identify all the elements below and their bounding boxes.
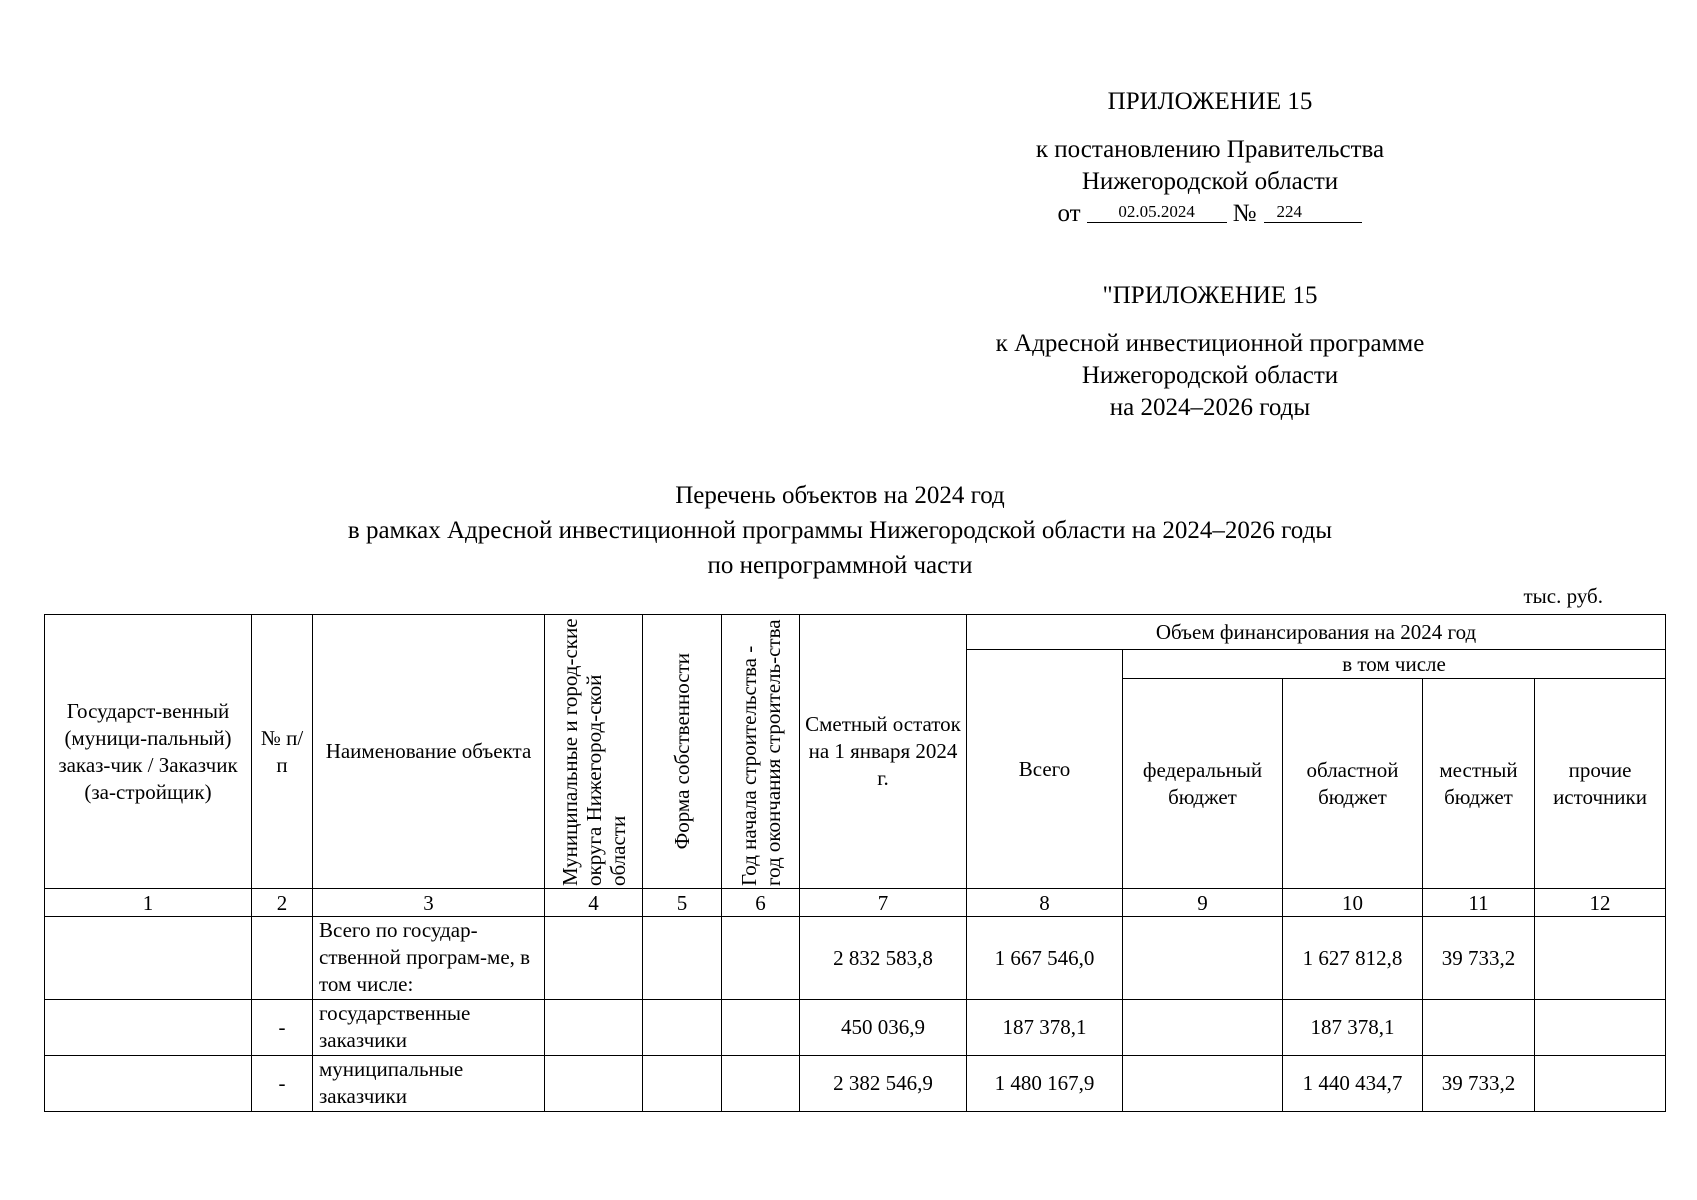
cell-years [722, 917, 800, 1000]
header-name: Наименование объекта [313, 615, 545, 889]
cell-federal [1123, 1056, 1283, 1112]
number-sign: № [1232, 200, 1257, 227]
document-title [100, 478, 1580, 583]
cell-ownership [643, 917, 722, 1000]
annex-line-3: на 2024–2026 годы [1109, 394, 1311, 421]
column-number: 7 [800, 889, 967, 917]
cell-federal [1123, 917, 1283, 1000]
header-federal: федеральный бюджет [1123, 679, 1283, 889]
title-line-1: Перечень объектов на 2024 год [675, 482, 1005, 509]
approval-date-line [1058, 198, 1363, 230]
cell-ownership [643, 1000, 722, 1056]
table-row [45, 1056, 1666, 1112]
column-number: 6 [722, 889, 800, 917]
header-municipality [545, 615, 643, 889]
cell-other [1535, 1000, 1666, 1056]
cell-other [1535, 917, 1666, 1000]
approval-date: 02.05.2024 [1087, 202, 1227, 223]
annex-block [960, 280, 1460, 424]
column-number: 5 [643, 889, 722, 917]
column-number: 11 [1423, 889, 1535, 917]
column-number: 3 [313, 889, 545, 917]
header-including: в том числе [1123, 650, 1666, 679]
approval-heading: ПРИЛОЖЕНИЕ 15 [1107, 88, 1313, 115]
column-number: 1 [45, 889, 252, 917]
cell-total: 1 480 167,9 [967, 1056, 1123, 1112]
cell-customer [45, 917, 252, 1000]
header-local: местный бюджет [1423, 679, 1535, 889]
cell-customer [45, 1056, 252, 1112]
cell-balance: 2 832 583,8 [800, 917, 967, 1000]
column-number-row [45, 889, 1666, 917]
cell-federal [1123, 1000, 1283, 1056]
approval-line-2: Нижегородской области [1081, 168, 1339, 195]
cell-customer [45, 1000, 252, 1056]
column-number: 10 [1283, 889, 1423, 917]
header-ownership [643, 615, 722, 889]
column-number: 2 [252, 889, 313, 917]
header-other: прочие источники [1535, 679, 1666, 889]
header-num: № п/п [252, 615, 313, 889]
cell-local: 39 733,2 [1423, 1056, 1535, 1112]
cell-years [722, 1056, 800, 1112]
annex-line-2: Нижегородской области [1081, 362, 1339, 389]
table-row [45, 1000, 1666, 1056]
cell-municipality [545, 1000, 643, 1056]
header-balance: Сметный остаток на 1 января 2024 г. [800, 615, 967, 889]
header-ownership-text: Форма собственности [670, 653, 694, 850]
cell-municipality [545, 917, 643, 1000]
approval-line-1: к постановлению Правительства [1035, 136, 1385, 163]
cell-other [1535, 1056, 1666, 1112]
objects-table [44, 614, 1666, 1112]
cell-total: 187 378,1 [967, 1000, 1123, 1056]
cell-name: государственные заказчики [313, 1000, 545, 1056]
column-number: 4 [545, 889, 643, 917]
column-number: 8 [967, 889, 1123, 917]
cell-name: Всего по государ-ственной програм-ме, в том числе: [313, 917, 545, 1000]
header-row-1 [45, 615, 1666, 650]
title-line-2: в рамках Адресной инвестиционной программы Нижегородской области на 2024–2026 годы [347, 517, 1333, 544]
cell-ownership [643, 1056, 722, 1112]
header-years-text: Год начала строительства - год окончания строитель-ства [736, 618, 785, 886]
cell-total: 1 667 546,0 [967, 917, 1123, 1000]
cell-regional: 187 378,1 [1283, 1000, 1423, 1056]
column-number: 9 [1123, 889, 1283, 917]
approval-block [960, 86, 1460, 230]
cell-num: - [252, 1000, 313, 1056]
header-funding: Объем финансирования на 2024 год [967, 615, 1666, 650]
table-row [45, 917, 1666, 1000]
cell-local [1423, 1000, 1535, 1056]
cell-regional: 1 440 434,7 [1283, 1056, 1423, 1112]
annex-heading: "ПРИЛОЖЕНИЕ 15 [1102, 282, 1318, 309]
title-line-3: по непрограммной части [707, 552, 973, 579]
header-years [722, 615, 800, 889]
header-municipality-text: Муниципальные и город-ские округа Нижегород-ской области [557, 617, 630, 886]
annex-line-1: к Адресной инвестиционной программе [995, 330, 1425, 357]
cell-num: - [252, 1056, 313, 1112]
cell-municipality [545, 1056, 643, 1112]
cell-balance: 450 036,9 [800, 1000, 967, 1056]
header-customer: Государст-венный (муници-пальный) заказ-чик / Заказчик (за-стройщик) [45, 615, 252, 889]
header-regional: областной бюджет [1283, 679, 1423, 889]
column-number: 12 [1535, 889, 1666, 917]
cell-num [252, 917, 313, 1000]
cell-regional: 1 627 812,8 [1283, 917, 1423, 1000]
header-total: Всего [967, 650, 1123, 889]
date-prefix: от [1057, 200, 1081, 227]
cell-balance: 2 382 546,9 [800, 1056, 967, 1112]
units-label: тыс. руб. [1523, 584, 1603, 608]
cell-name: муниципальные заказчики [313, 1056, 545, 1112]
cell-local: 39 733,2 [1423, 917, 1535, 1000]
cell-years [722, 1000, 800, 1056]
approval-number: 224 [1264, 202, 1362, 223]
